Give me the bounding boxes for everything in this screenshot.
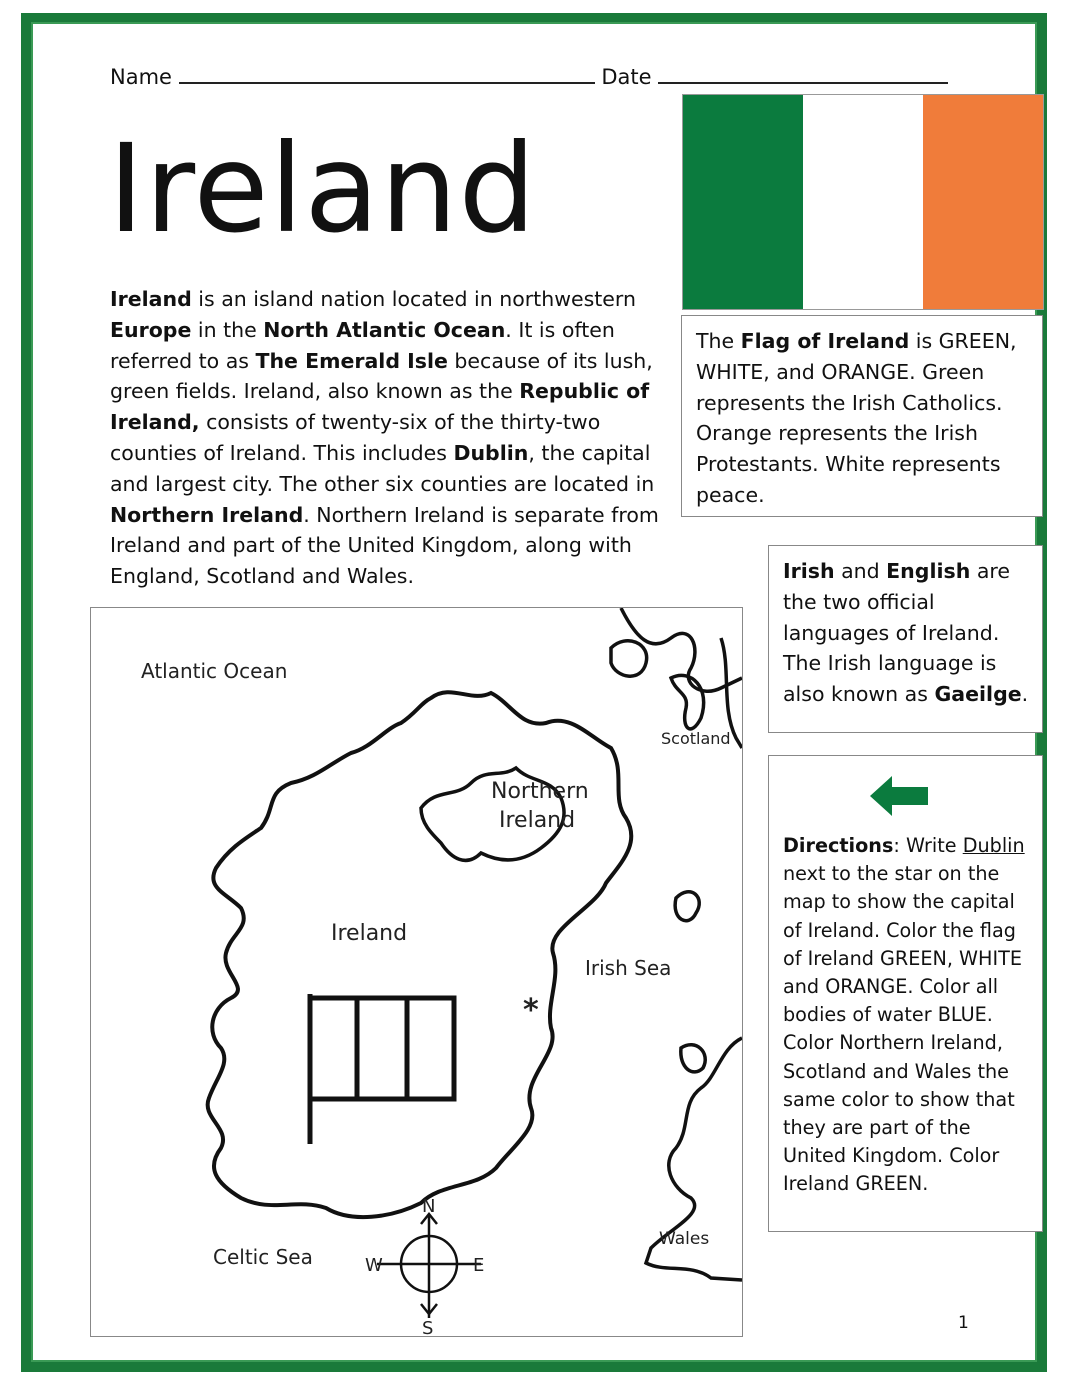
intro-bold: Dublin [453, 440, 529, 465]
directions-label: Directions [783, 834, 894, 857]
language-bold: English [886, 559, 971, 583]
directions-dublin: Dublin [962, 834, 1025, 857]
scotland-island [611, 641, 647, 676]
date-label: Date [601, 65, 652, 89]
map-label-celtic: Celtic Sea [213, 1245, 313, 1269]
compass-s: S [422, 1318, 434, 1336]
compass-w: W [365, 1255, 383, 1276]
intro-text: is an island nation located in northwestern [191, 287, 636, 311]
intro-text: . It is often referred to as [110, 317, 615, 373]
language-info-box [768, 545, 1043, 733]
language-text: . [1021, 682, 1029, 707]
intro-bold: Europe [110, 317, 192, 342]
flag-stripe-green [683, 95, 803, 309]
page-number: 1 [958, 1313, 969, 1333]
map-label-ireland: Ireland [331, 921, 408, 946]
directions-text [783, 832, 1035, 1199]
map-label-scotland: Scotland [661, 729, 731, 748]
compass-n: N [422, 1196, 436, 1217]
left-arrow-icon [870, 774, 930, 818]
intro-text: . Northern Ireland is separate from Ireland and part of the United Kingdom, along with England, Scotland and Wales. [110, 502, 659, 589]
anglesey [681, 1045, 705, 1072]
language-bold: Irish [783, 559, 835, 583]
flag-info-text: The [696, 329, 741, 353]
map-label-wales: Wales [659, 1229, 710, 1249]
flag-info-text: is GREEN, WHITE, and ORANGE. Green represents the Irish Catholics. Orange represents the Irish Protestants. White represents peace. [696, 329, 1017, 507]
scotland-kintyre [671, 675, 704, 729]
map-label-atlantic: Atlantic Ocean [141, 659, 288, 683]
name-label: Name [110, 65, 172, 89]
ireland-outline [208, 692, 632, 1217]
intro-text: because of its lush, green fields. Ireland, also known as the [110, 348, 653, 404]
language-text: and [834, 559, 887, 583]
map-drawing [91, 608, 742, 1336]
intro-bold: North Atlantic Ocean [263, 317, 506, 342]
page-title: Ireland [108, 118, 537, 260]
language-text: are the two official languages of Ireland. The Irish language is also known as [783, 559, 1010, 707]
isle-of-man [675, 892, 699, 921]
name-field[interactable] [179, 64, 595, 84]
intro-bold: Northern Ireland [110, 502, 304, 527]
flag-info-bold: Flag of Ireland [740, 329, 910, 353]
map-label-northern-2: Ireland [499, 808, 576, 833]
ireland-map [90, 607, 743, 1337]
intro-text: consists of twenty-six of the thirty-two counties of Ireland. This includes [110, 410, 601, 465]
flag-info-box [681, 315, 1043, 517]
map-label-northern-1: Northern [491, 779, 589, 804]
flag-stripe-white [803, 95, 923, 309]
compass-e: E [473, 1255, 485, 1276]
intro-bold: Republic of Ireland, [110, 379, 650, 435]
compass-rose [377, 1214, 481, 1318]
language-bold: Gaeilge [934, 682, 1022, 707]
irish-flag [682, 94, 1044, 310]
intro-bold: Ireland [110, 287, 192, 311]
map-label-irish-sea: Irish Sea [585, 956, 672, 980]
date-field[interactable] [658, 64, 948, 84]
header-fields [110, 64, 948, 89]
flag-stripe-orange [923, 95, 1043, 309]
dublin-star: * [523, 993, 539, 1028]
directions-text-part: : Write [893, 834, 963, 857]
intro-text: , the capital and largest city. The other six counties are located in [110, 440, 655, 496]
directions-box [768, 755, 1043, 1232]
intro-text: in the [191, 317, 264, 342]
intro-paragraph [110, 284, 676, 592]
directions-text-part: next to the star on the map to show the capital of Ireland. Color the flag of Ireland GREEN, WHITE and ORANGE. Color all bodies of water BLUE. Color Northern Ireland, Scotland and Wales the same color to show that they are part of the United Kingdom. Color Ireland GREEN. [783, 862, 1022, 1196]
intro-bold: The Emerald Isle [255, 348, 448, 373]
outline-flag [310, 994, 454, 1144]
